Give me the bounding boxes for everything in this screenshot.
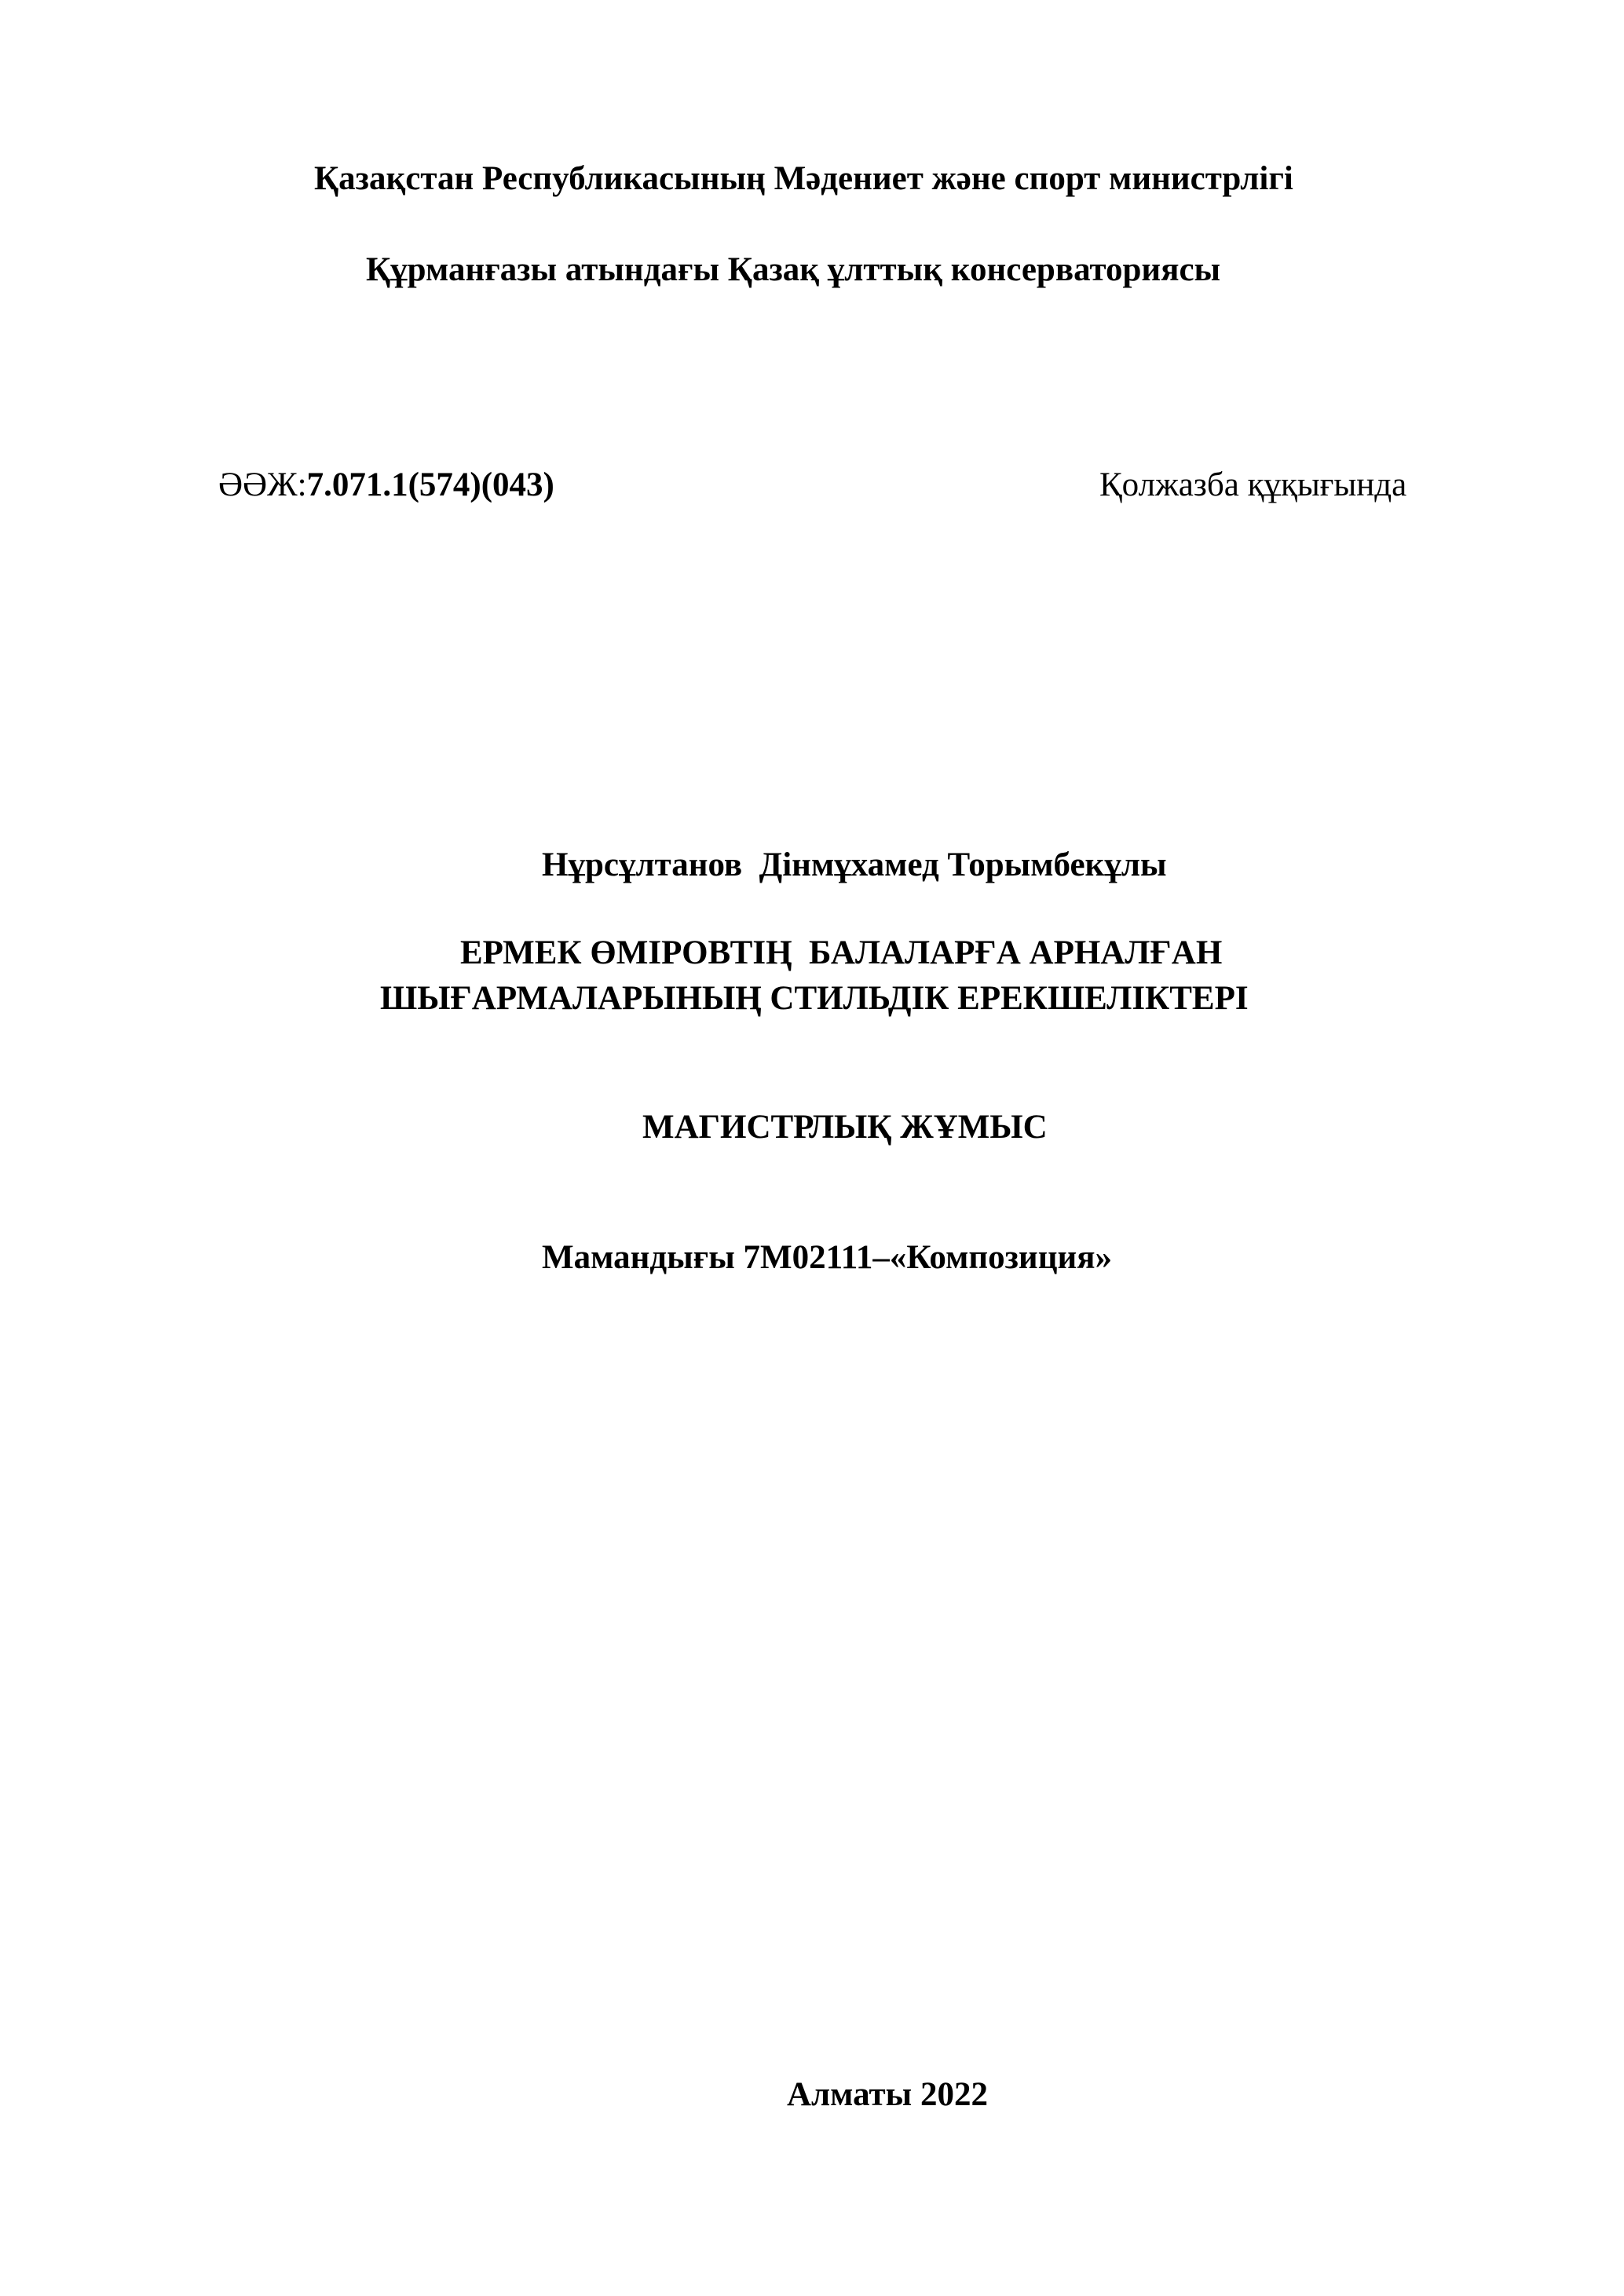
- work-type: МАГИСТРЛЫҚ ЖҰМЫС: [642, 1109, 1048, 1146]
- author-given-name: Дінмұхамед Торымбекұлы: [759, 846, 1167, 883]
- thesis-title-line-2: ШЫҒАРМАЛАРЫНЫҢ СТИЛЬДІК ЕРЕКШЕЛІКТЕРІ: [380, 980, 1249, 1017]
- udc-value: 7.071.1(574)(043): [306, 466, 554, 503]
- ministry-heading: Қазақстан Республикасының Мәдениет және спорт министрлігі: [314, 160, 1293, 197]
- institution-heading: Құрманғазы атындағы Қазақ ұлттық консерваториясы: [366, 251, 1221, 288]
- city-year: Алматы 2022: [787, 2076, 989, 2113]
- manuscript-rights: Қолжазба құқығында: [1099, 466, 1407, 503]
- author-surname: Нұрсұлтанов: [542, 846, 743, 883]
- udc-code: [218, 465, 554, 506]
- udc-label: ӘӘЖ:: [218, 466, 307, 503]
- author-name: [542, 845, 1167, 886]
- specialty: Мамандығы 7М02111–«Композиция»: [542, 1239, 1113, 1276]
- thesis-title-line-1: ЕРМЕК ӨМІРОВТІҢ БАЛАЛАРҒА АРНАЛҒАН: [460, 934, 1223, 971]
